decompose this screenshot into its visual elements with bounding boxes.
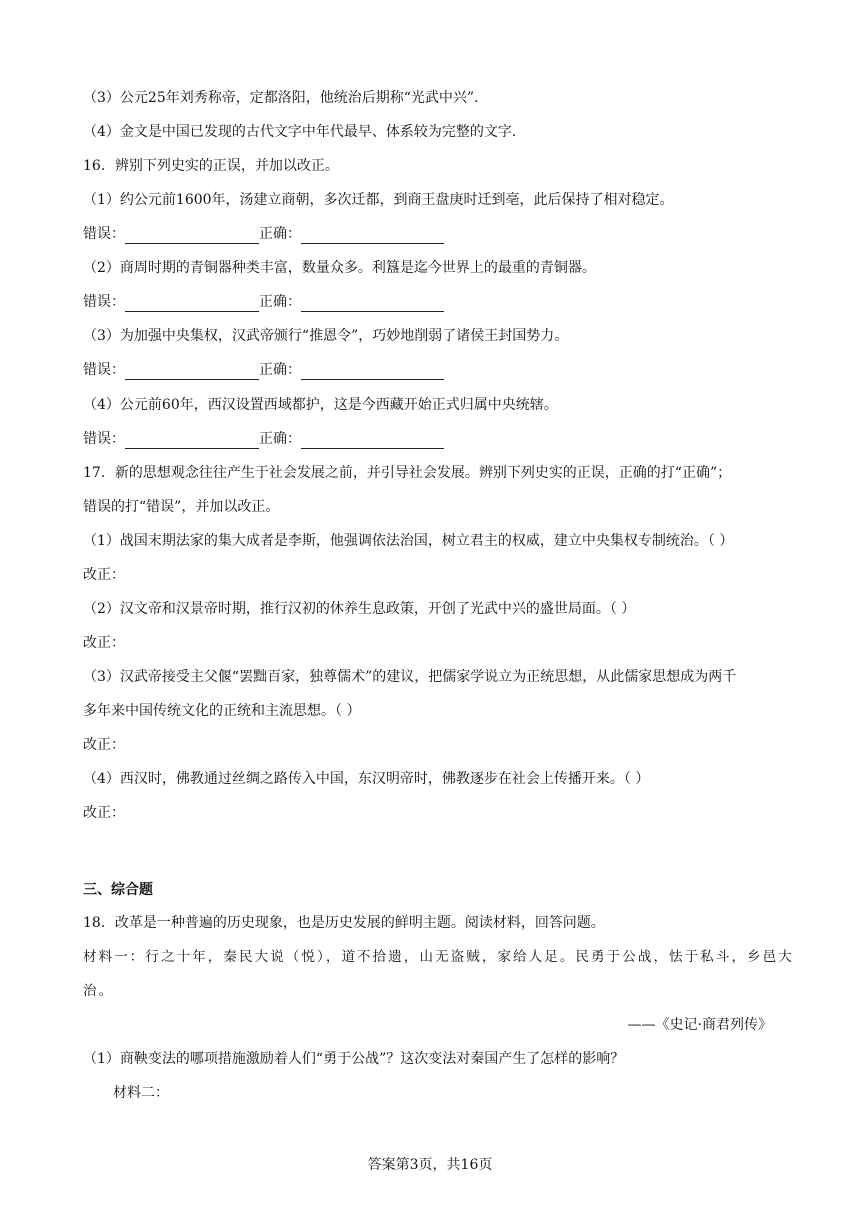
wrong-answer-blank[interactable] xyxy=(125,227,259,244)
text-line: （3）公元25年刘秀称帝，定都洛阳，他统治后期称“光武中兴”. xyxy=(83,90,479,106)
question-17-item-3: （3）汉武帝接受主父偃“罢黜百家，独尊儒术”的建议，把儒家学说立为正统思想，从此儒家思想成为两千 xyxy=(83,669,737,685)
question-18: 18．改革是一种普遍的历史现象，也是历史发展的鲜明主题。阅读材料，回答问题。 xyxy=(83,915,605,931)
wrong-label: 错误： xyxy=(83,226,125,242)
text-line: （4）金文是中国已发现的古代文字中年代最早、体系较为完整的文字. xyxy=(83,124,517,140)
right-label: 正确： xyxy=(259,226,301,242)
question-17-item-1: （1）战国末期法家的集大成者是李斯，他强调依法治国，树立君主的权威，建立中央集权专制统治。（ ） xyxy=(83,533,734,549)
right-answer-blank[interactable] xyxy=(301,363,444,380)
wrong-answer-blank[interactable] xyxy=(125,363,259,380)
question-16: 16．辨别下列史实的正误，并加以改正。 xyxy=(83,158,339,174)
section-heading: 三、综合题 xyxy=(83,882,153,898)
question-16-item-1: （1）约公元前1600年，汤建立商朝，多次迁都，到商王盘庚时迁到亳，此后保持了相对稳定。 xyxy=(83,192,674,208)
fix-label: 改正： xyxy=(83,737,125,753)
material-1: 材料一：行之十年，秦民大说（悦），道不拾遗，山无盗贼，家给人足。民勇于公战，怯于私斗，乡邑大 xyxy=(83,949,794,965)
answer-row xyxy=(83,292,444,312)
right-answer-blank[interactable] xyxy=(301,295,444,312)
question-17-item-4: （4）西汉时，佛教通过丝绸之路传入中国，东汉明帝时，佛教逐步在社会上传播开来。（ ） xyxy=(83,771,650,787)
fix-label: 改正： xyxy=(83,635,125,651)
question-17: 17．新的思想观念往往产生于社会发展之前，并引导社会发展。辨别下列史实的正误，正确的打“正确”； xyxy=(83,465,732,481)
right-label: 正确： xyxy=(259,362,301,378)
question-16-item-3: （3）为加强中央集权，汉武帝颁行“推恩令”，巧妙地削弱了诸侯王封国势力。 xyxy=(83,328,569,344)
question-16-item-2: （2）商周时期的青铜器种类丰富，数量众多。利簋是迄今世界上的最重的青铜器。 xyxy=(83,260,596,276)
question-17-item-2: （2）汉文帝和汉景帝时期，推行汉初的休养生息政策，开创了光武中兴的盛世局面。（ ） xyxy=(83,601,636,617)
wrong-label: 错误： xyxy=(83,294,125,310)
fix-label: 改正： xyxy=(83,805,125,821)
wrong-answer-blank[interactable] xyxy=(125,295,259,312)
right-answer-blank[interactable] xyxy=(301,227,444,244)
right-answer-blank[interactable] xyxy=(301,432,444,449)
answer-row xyxy=(83,429,444,449)
question-17-item-3-cont: 多年来中国传统文化的正统和主流思想。（ ） xyxy=(83,703,361,719)
fix-label: 改正： xyxy=(83,567,125,583)
right-label: 正确： xyxy=(259,431,301,447)
material-1-source: ——《史记·商君列传》 xyxy=(627,1017,772,1033)
question-17-cont: 错误的打“错误”，并加以改正。 xyxy=(83,499,280,515)
question-18-item-1: （1）商鞅变法的哪项措施激励着人们“勇于公战”？这次变法对秦国产生了怎样的影响？ xyxy=(83,1051,625,1067)
wrong-label: 错误： xyxy=(83,431,125,447)
wrong-answer-blank[interactable] xyxy=(125,432,259,449)
material-2-label: 材料二： xyxy=(113,1085,169,1101)
page-footer: 答案第3页，共16页 xyxy=(367,1157,493,1173)
wrong-label: 错误： xyxy=(83,362,125,378)
answer-row xyxy=(83,224,444,244)
question-16-item-4: （4）公元前60年，西汉设置西域都护，这是今西藏开始正式归属中央统辖。 xyxy=(83,397,558,413)
answer-row xyxy=(83,360,444,380)
material-1-cont: 治。 xyxy=(83,983,115,999)
right-label: 正确： xyxy=(259,294,301,310)
